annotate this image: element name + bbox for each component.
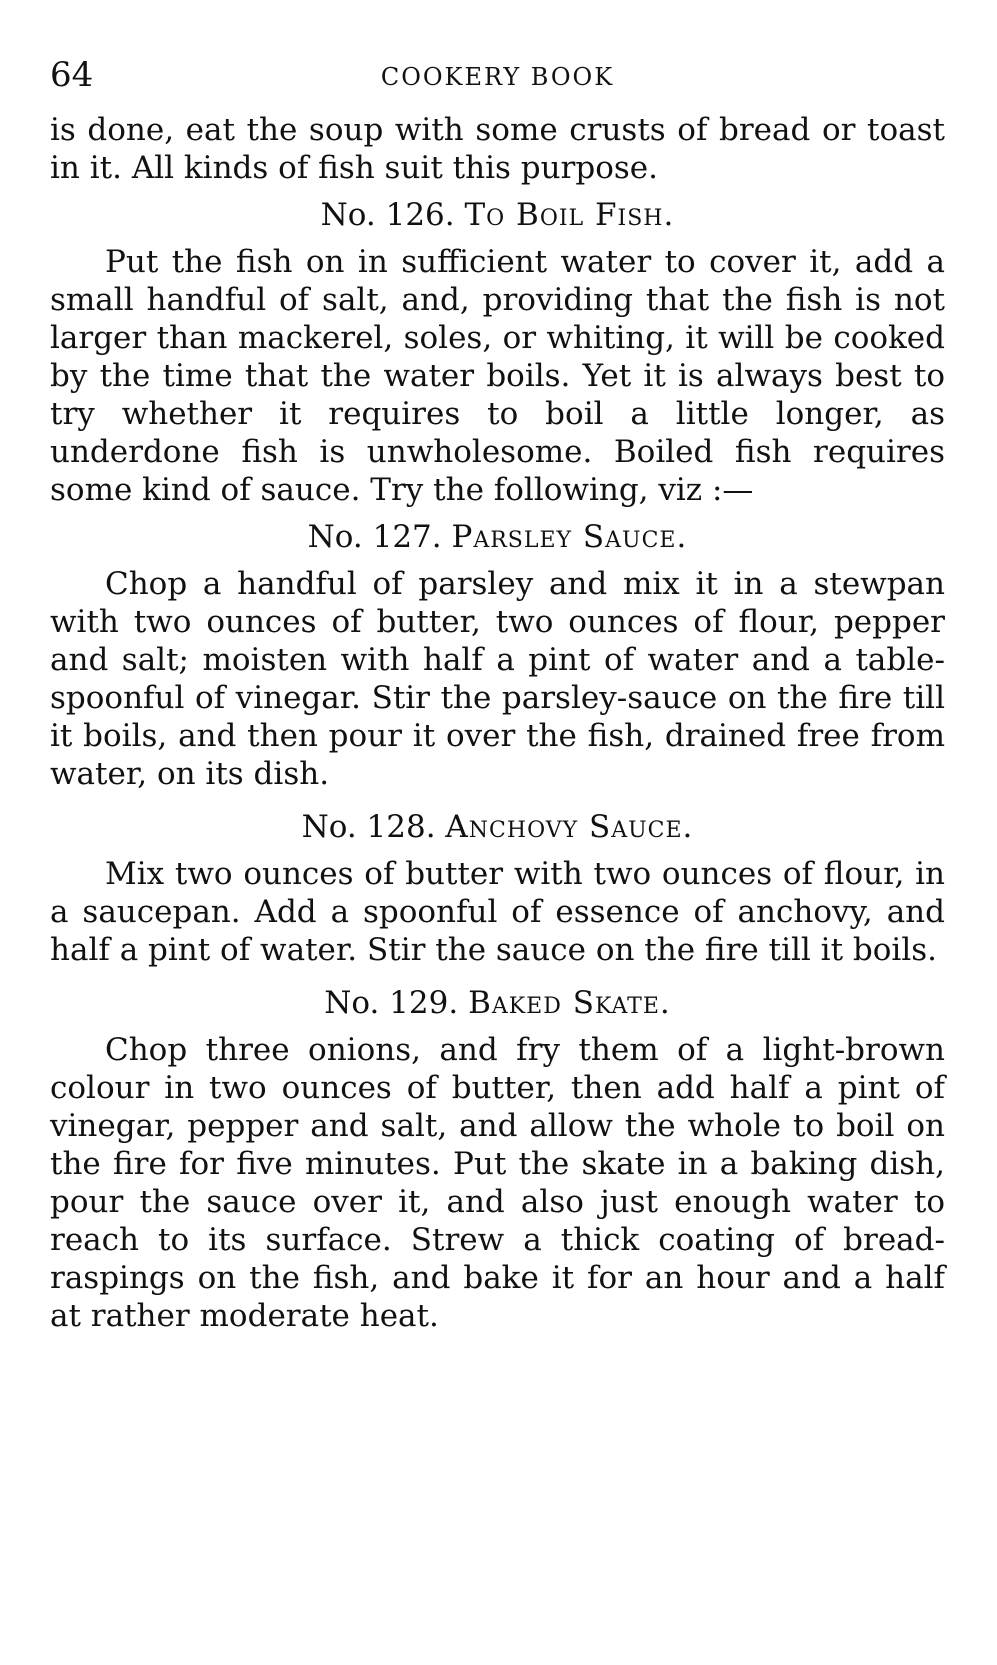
- recipe-title: Baked Skate.: [468, 985, 671, 1021]
- recipe-heading-127: [50, 517, 945, 557]
- recipe-heading-126: [50, 195, 945, 235]
- page-number: 64: [50, 55, 94, 95]
- recipe-heading-129: [50, 983, 945, 1023]
- running-title: COOKERY BOOK: [380, 63, 615, 91]
- recipe-title: Parsley Sauce.: [451, 519, 688, 555]
- recipe-number: No. 128.: [301, 809, 436, 845]
- recipe-body-127: Chop a handful of parsley and mix it in a stewpan with two ounces of butter, two ounces of flour, pepper and salt; moisten with half a pint of water and a table-spoonful of vinegar. Stir the parsley-sauce on the fire till it boils, and then pour it over the fish, drained free from water, on its dish.: [50, 566, 945, 792]
- recipe-body-128: Mix two ounces of butter with two ounces of flour, in a saucepan. Add a spoonful of essence of anchovy, and half a pint of water. Stir the sauce on the fire till it boils.: [50, 856, 945, 968]
- recipe-body-129: Chop three onions, and fry them of a light-brown colour in two ounces of butter, then add half a pint of vinegar, pepper and salt, and allow the whole to boil on the fire for five minutes. Put the skate in a baking dish, pour the sauce over it, and also just enough water to reach to its surface. Strew a thick coating of bread-raspings on the fish, and bake it for an hour and a half at rather moderate heat.: [50, 1032, 945, 1334]
- recipe-number: No. 127.: [307, 519, 442, 555]
- running-head: [50, 55, 945, 103]
- recipe-title: To Boil Fish.: [464, 197, 675, 233]
- recipe-heading-128: [50, 807, 945, 847]
- recipe-body-126: Put the fish on in sufficient water to cover it, add a small handful of salt, and, providing that the fish is not larger than mackerel, soles, or whiting, it will be cooked by the time that the water boils. Yet it is always best to try whether it requires to boil a little longer, as underdone fish is unwholesome. Boiled fish requires some kind of sauce. Try the following, viz :—: [50, 244, 945, 508]
- book-page: [50, 55, 945, 1335]
- recipe-number: No. 129.: [324, 985, 459, 1021]
- recipe-title: Anchovy Sauce.: [445, 809, 694, 845]
- recipe-number: No. 126.: [320, 197, 455, 233]
- continuation-paragraph: is done, eat the soup with some crusts of bread or toast in it. All kinds of fish suit this purpose.: [50, 112, 945, 186]
